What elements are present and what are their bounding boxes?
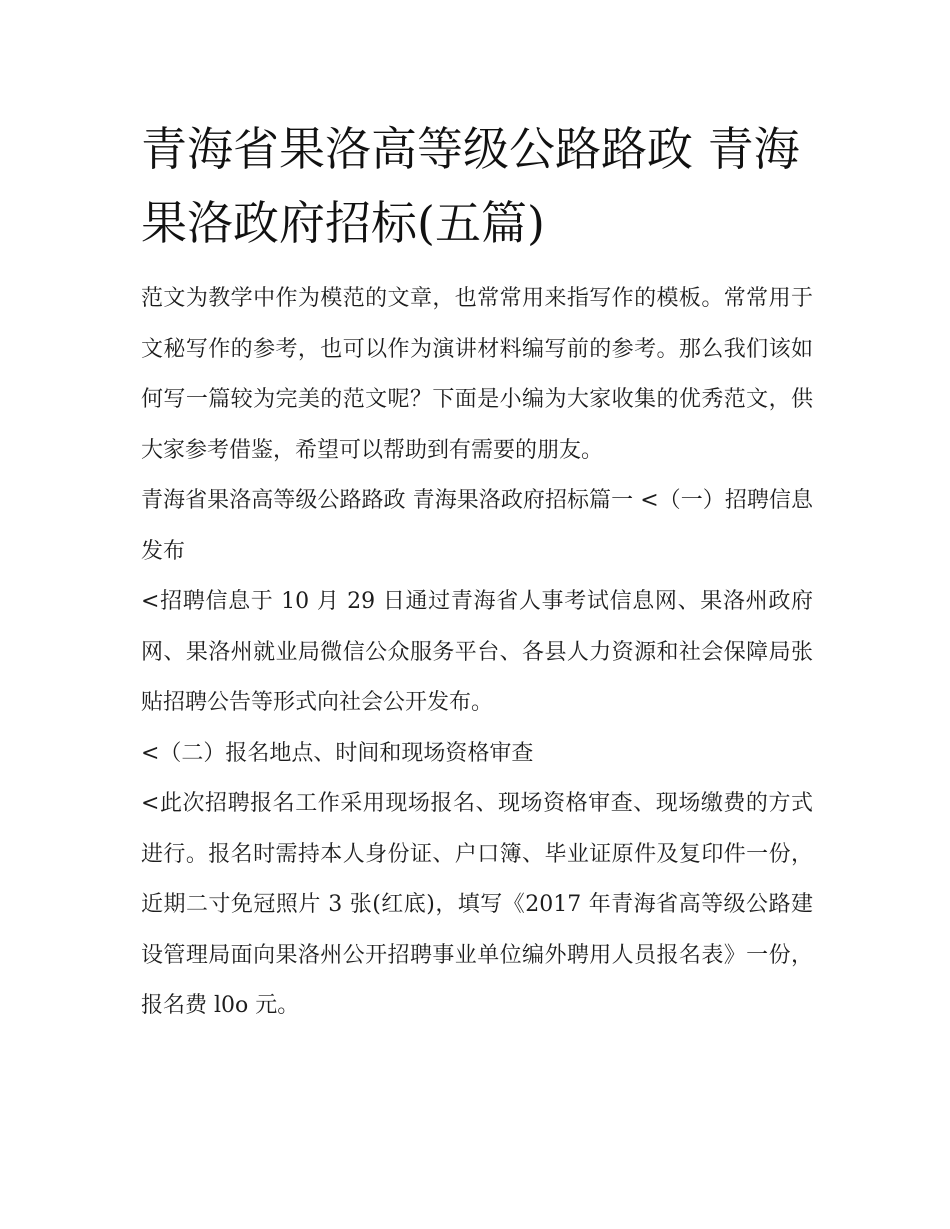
section-heading: 青海省果洛高等级公路路政 青海果洛政府招标篇一 <（一）招聘信息发布: [141, 488, 813, 564]
registration-paragraph: <此次招聘报名工作采用现场报名、现场资格审查、现场缴费的方式进行。报名时需持本人身份证、户口簿、毕业证原件及复印件一份，近期二寸免冠照片 3 张(红底)，填写《2017 年青海省高等级公路建设管理局面向果洛州公开招聘事业单位编外聘用人员报名表》一份，报名费 l0o 元。: [141, 791, 813, 1018]
recruitment-info-paragraph: <招聘信息于 10 月 29 日通过青海省人事考试信息网、果洛州政府网、果洛州就业局微信公众服务平台、各县人力资源和社会保障局张贴招聘公告等形式向社会公开发布。: [141, 589, 813, 715]
intro-paragraph: 范文为教学中作为模范的文章，也常常用来指写作的模板。常常用于文秘写作的参考，也可以作为演讲材料编写前的参考。那么我们该如何写一篇较为完美的范文呢？下面是小编为大家收集的优秀范文，供大家参考借鉴，希望可以帮助到有需要的朋友。: [141, 286, 813, 463]
document-content: [141, 112, 813, 1032]
document-title: 青海省果洛高等级公路路政 青海果洛政府招标(五篇): [141, 122, 800, 250]
registration-subheading: <（二）报名地点、时间和现场资格审查: [141, 740, 534, 766]
